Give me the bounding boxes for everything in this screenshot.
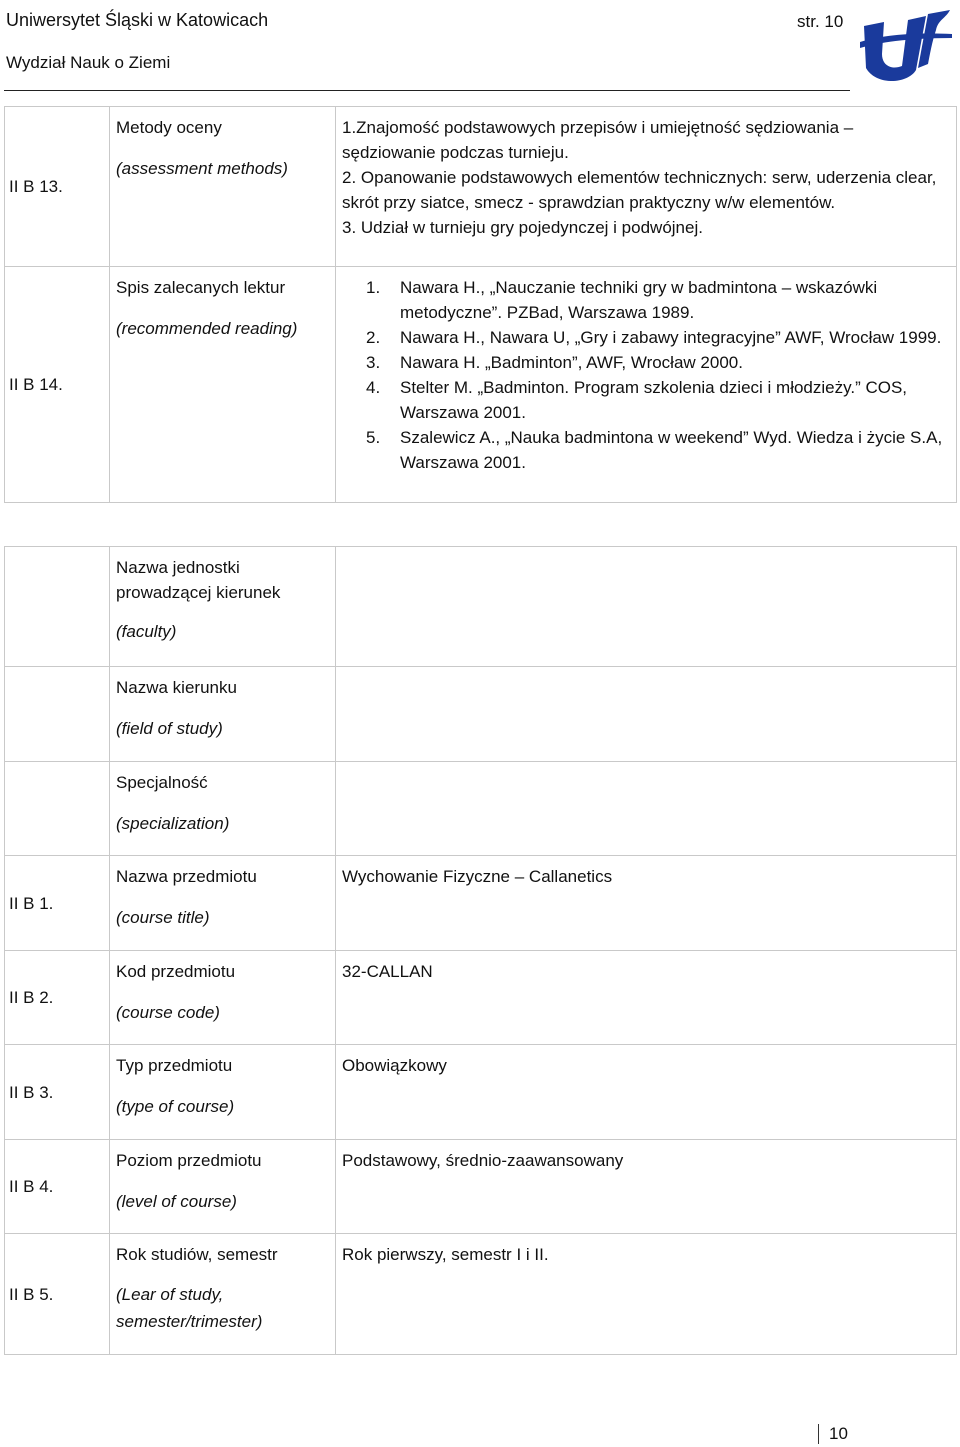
label-pl: Nazwa kierunku: [116, 678, 237, 697]
row-code: II B 5.: [5, 1234, 110, 1355]
course-title-value: Wychowanie Fizyczne – Callanetics: [336, 856, 957, 951]
row-code: II B 2.: [5, 951, 110, 1045]
faculty-value: [336, 547, 957, 667]
university-name: Uniwersytet Śląski w Katowicach: [6, 10, 269, 30]
list-item: 2. Opanowanie podstawowych elementów technicznych: serw, uderzenia clear, skrót przy siatce, smecz - sprawdzian praktyczny w/w elementów.: [342, 168, 937, 212]
table-row: [5, 107, 957, 267]
page-header: [0, 0, 960, 100]
label-en: (course code): [116, 1003, 220, 1022]
faculty-label: [110, 547, 336, 667]
label-pl: Metody oceny: [116, 118, 222, 137]
assessment-methods-label: [110, 107, 336, 267]
course-code-value: 32-CALLAN: [336, 951, 957, 1045]
label-pl: Nazwa przedmiotu: [116, 867, 257, 886]
course-type-label: [110, 1045, 336, 1140]
list-item: 1. Nawara H., „Nauczanie techniki gry w badmintona – wskazówki metodyczne”. PZBad, Warszawa 1989.: [366, 278, 878, 322]
row-code: II B 4.: [5, 1140, 110, 1234]
label-pl: Spis zalecanych lektur: [116, 278, 286, 297]
label-en: (recommended reading): [116, 319, 298, 338]
faculty-name: Wydział Nauk o Ziemi: [6, 53, 171, 72]
label-pl: Kod przedmiotu: [116, 962, 236, 981]
field-of-study-label: [110, 667, 336, 762]
table-row: [5, 951, 957, 1045]
list-item: 3. Udział w turnieju gry pojedynczej i podwójnej.: [342, 218, 703, 237]
table-row: [5, 667, 957, 762]
list-item: 5. Szalewicz A., „Nauka badmintona w weekend” Wyd. Wiedza i życie S.A, Warszawa 2001.: [366, 428, 943, 472]
label-en: (field of study): [116, 719, 223, 738]
label-en: (faculty): [116, 622, 177, 641]
university-logo-icon: [858, 8, 954, 84]
list-item: 4. Stelter M. „Badminton. Program szkolenia dzieci i młodzieży.” COS, Warszawa 2001.: [366, 378, 908, 422]
list-item: 2. Nawara H., Nawara U, „Gry i zabawy integracyjne” AWF, Wrocław 1999.: [366, 328, 942, 347]
label-en: (assessment methods): [116, 159, 288, 178]
assessment-methods-value: [336, 107, 957, 267]
table-row: [5, 856, 957, 951]
page-label: str. 10: [797, 12, 844, 31]
year-semester-value: Rok pierwszy, semestr I i II.: [336, 1234, 957, 1355]
table-row: [5, 1234, 957, 1355]
specialization-value: [336, 762, 957, 856]
field-of-study-value: [336, 667, 957, 762]
label-en: (Lear of study, semester/trimester): [116, 1285, 263, 1331]
table-row: [5, 1140, 957, 1234]
label-en: (specialization): [116, 814, 230, 833]
table-row: [5, 1045, 957, 1140]
course-title-label: [110, 856, 336, 951]
list-item: 1.Znajomość podstawowych przepisów i umiejętność sędziowania – sędziowanie podczas turnieju.: [342, 118, 854, 162]
specialization-label: [110, 762, 336, 856]
recommended-reading-list: [336, 267, 957, 503]
table-row: [5, 762, 957, 856]
row-code: [5, 667, 110, 762]
course-info-table: [4, 546, 957, 1355]
label-pl: Nazwa jednostki prowadzącej kierunek: [116, 558, 281, 602]
row-code: [5, 762, 110, 856]
list-item: 3. Nawara H. „Badminton”, AWF, Wrocław 2000.: [366, 353, 743, 372]
row-code: II B 14.: [5, 267, 110, 503]
label-en: (type of course): [116, 1097, 235, 1116]
label-en: (level of course): [116, 1192, 237, 1211]
table-row: [5, 547, 957, 667]
header-rule: [4, 90, 850, 91]
recommended-reading-label: [110, 267, 336, 503]
course-level-value: Podstawowy, średnio-zaawansowany: [336, 1140, 957, 1234]
label-pl: Rok studiów, semestr: [116, 1245, 278, 1264]
course-level-label: [110, 1140, 336, 1234]
row-code: II B 3.: [5, 1045, 110, 1140]
assessment-reading-table: [4, 106, 957, 503]
row-code: II B 1.: [5, 856, 110, 951]
course-type-value: Obowiązkowy: [336, 1045, 957, 1140]
label-pl: Specjalność: [116, 773, 208, 792]
label-en: (course title): [116, 908, 210, 927]
label-pl: Poziom przedmiotu: [116, 1151, 262, 1170]
page-number: 10: [818, 1424, 848, 1444]
course-code-label: [110, 951, 336, 1045]
row-code: [5, 547, 110, 667]
year-semester-label: [110, 1234, 336, 1355]
table-row: [5, 267, 957, 503]
row-code: II B 13.: [5, 107, 110, 267]
label-pl: Typ przedmiotu: [116, 1056, 233, 1075]
